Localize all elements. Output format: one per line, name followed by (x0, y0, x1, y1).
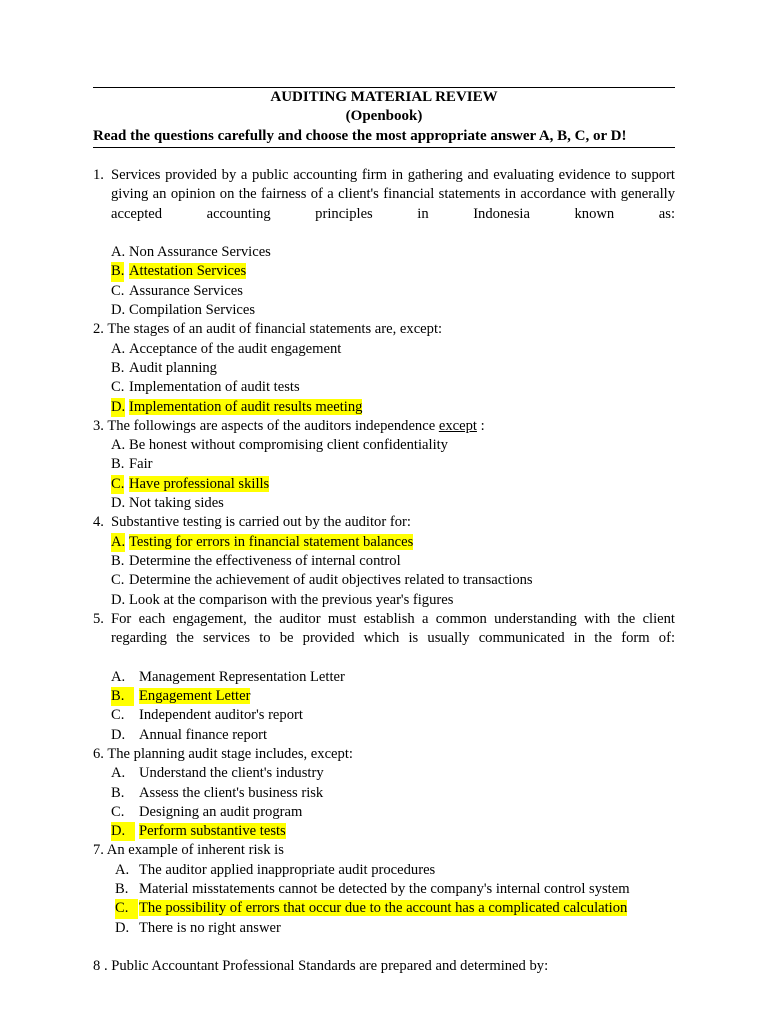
question-number: 7. (93, 842, 104, 859)
question-number: 8 . (93, 958, 108, 975)
question-body: Substantive testing is carried out by the auditor for: (111, 514, 411, 531)
option-letter: B. (111, 359, 125, 376)
option-text: Material misstatements cannot be detected by the company's internal control system (139, 880, 630, 897)
option-letter: C. (111, 572, 125, 589)
option-text-highlighted: The possibility of errors that occur due to the account has a complicated calculation (139, 900, 628, 917)
option-d (93, 919, 675, 938)
question-number: 5. (93, 610, 104, 627)
question-number: 4. (93, 514, 104, 531)
option-letter: D. (111, 726, 126, 743)
question-number: 3. (93, 417, 104, 434)
option-text-highlighted: Have professional skills (129, 475, 270, 492)
option-letter: B. (111, 687, 134, 706)
option-text: Determine the effectiveness of internal control (129, 552, 401, 569)
option-text: Fair (129, 456, 153, 473)
option-d (93, 591, 675, 610)
question-number: 1. (93, 167, 104, 183)
question-body: Public Accountant Professional Standards are prepared and determined by: (111, 958, 549, 975)
question-text (93, 417, 675, 436)
option-d-correct (93, 398, 675, 417)
option-b (93, 455, 675, 474)
question-8 (93, 957, 675, 976)
option-text: Compilation Services (129, 302, 256, 319)
option-text-highlighted: Engagement Letter (139, 688, 251, 705)
option-c (93, 803, 675, 822)
option-text: Audit planning (129, 359, 217, 376)
option-d-correct (93, 822, 675, 841)
option-text: Assess the client's business risk (139, 784, 324, 801)
question-text (93, 745, 675, 764)
question-5 (93, 610, 675, 745)
question-body: The stages of an audit of financial statements are, except: (107, 321, 443, 338)
option-d (93, 301, 675, 320)
option-text: Look at the comparison with the previous year's figures (129, 591, 454, 608)
question-text (93, 513, 675, 532)
option-text: Understand the client's industry (139, 765, 324, 782)
question-number: 2. (93, 321, 104, 338)
question-body: An example of inherent risk is (106, 842, 284, 859)
option-a (93, 243, 675, 262)
option-b (93, 552, 675, 571)
option-text-highlighted: Implementation of audit results meeting (129, 398, 363, 415)
option-c (93, 282, 675, 301)
option-a (93, 340, 675, 359)
option-letter: A. (115, 861, 130, 878)
question-1 (93, 166, 675, 320)
underlined-word: except (438, 417, 477, 434)
option-a (93, 764, 675, 783)
option-letter: D. (111, 822, 135, 841)
option-letter: A. (111, 668, 126, 685)
option-d (93, 726, 675, 745)
option-letter: A. (111, 765, 126, 782)
option-text: Management Representation Letter (139, 668, 345, 685)
option-letter: B. (111, 456, 125, 473)
option-b-correct (93, 687, 675, 706)
page-title: AUDITING MATERIAL REVIEW (270, 89, 498, 105)
option-text: Implementation of audit tests (129, 379, 300, 396)
question-2 (93, 320, 675, 416)
question-3 (93, 417, 675, 513)
option-letter: D. (115, 919, 130, 936)
question-text (93, 166, 675, 243)
question-colon: : (480, 417, 485, 434)
option-text: Determine the achievement of audit objectives related to transactions (129, 572, 533, 589)
option-letter: A. (111, 533, 125, 552)
option-a-correct (93, 533, 675, 552)
question-body: The followings are aspects of the auditors independence (107, 417, 436, 434)
option-a (93, 436, 675, 455)
option-letter: C. (111, 803, 125, 820)
option-letter: D. (111, 495, 126, 512)
question-list (93, 166, 675, 976)
option-letter: D. (111, 302, 126, 319)
question-text (93, 610, 675, 668)
option-b (93, 784, 675, 803)
option-d (93, 494, 675, 513)
option-text: Designing an audit program (139, 803, 303, 820)
page-subtitle: (Openbook) (345, 108, 423, 124)
option-letter: C. (115, 899, 138, 918)
question-body: For each engagement, the auditor must establish a common understanding with the client regarding the services to be provided which is usually communicated in the form of: (111, 610, 675, 647)
question-text (93, 841, 675, 860)
option-letter: D. (111, 591, 126, 608)
option-a (93, 861, 675, 880)
question-text (93, 957, 675, 976)
question-text (93, 320, 675, 339)
option-letter: C. (111, 475, 124, 494)
option-letter: D. (111, 398, 125, 417)
option-letter: B. (111, 784, 125, 801)
option-text: Not taking sides (129, 495, 224, 512)
option-letter: C. (111, 379, 125, 396)
option-text: The auditor applied inappropriate audit procedures (139, 861, 436, 878)
option-letter: A. (111, 437, 126, 454)
question-number: 6. (93, 745, 104, 762)
option-text: Independent auditor's report (139, 707, 303, 724)
option-c (93, 706, 675, 725)
option-letter: B. (111, 552, 125, 569)
question-6 (93, 745, 675, 841)
option-letter: B. (115, 880, 129, 897)
option-text: Annual finance report (139, 726, 268, 743)
question-body: Services provided by a public accounting firm in gathering and evaluating evidence to support giving an opinion on the fairness of a client's financial statements in accordance with generally accepted accounting principles in Indonesia known as: (111, 167, 675, 222)
option-a (93, 668, 675, 687)
option-c (93, 571, 675, 590)
question-body: The planning audit stage includes, except: (107, 745, 353, 762)
option-letter: A. (111, 340, 126, 357)
option-text: Non Assurance Services (129, 244, 271, 261)
instructions: Read the questions carefully and choose the most appropriate answer A, B, C, or D! (93, 127, 675, 148)
option-c-correct (93, 475, 675, 494)
option-text-highlighted: Perform substantive tests (139, 823, 286, 840)
option-b (93, 880, 675, 899)
option-text: Be honest without compromising client confidentiality (129, 437, 448, 454)
option-text: Assurance Services (129, 282, 243, 299)
option-letter: C. (111, 282, 125, 299)
question-7 (93, 841, 675, 937)
option-text: Acceptance of the audit engagement (129, 340, 342, 357)
option-text-highlighted: Attestation Services (129, 263, 247, 280)
option-letter: C. (111, 707, 125, 724)
option-letter: B. (111, 262, 124, 281)
option-text: There is no right answer (139, 919, 281, 936)
question-4 (93, 513, 675, 609)
option-letter: A. (111, 244, 126, 261)
option-text-highlighted: Testing for errors in financial statement balances (129, 533, 414, 550)
blank-line (93, 938, 675, 957)
option-b (93, 359, 675, 378)
option-b-correct (93, 262, 675, 281)
option-c-correct (93, 899, 675, 918)
option-c (93, 378, 675, 397)
